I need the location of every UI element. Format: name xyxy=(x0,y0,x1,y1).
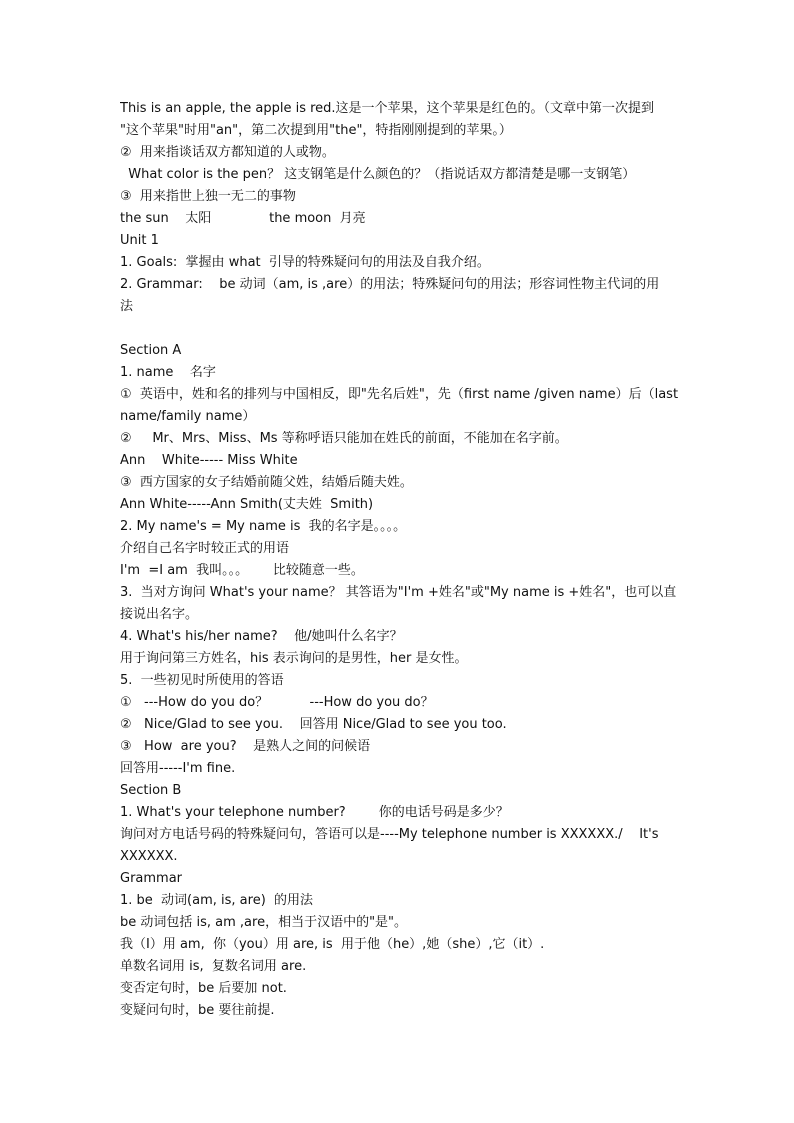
text-line: ① ---How do you do？ ---How do you do？ xyxy=(120,695,434,710)
text-line: 1. Goals: 掌握由 what 引导的特殊疑问句的用法及自我介绍。 xyxy=(120,255,490,270)
text-line: "这个苹果"时用"an"，第二次提到用"the"，特指刚刚提到的苹果。） xyxy=(120,123,512,138)
text-line: 法 xyxy=(120,299,134,314)
text-line: name/family name） xyxy=(120,409,256,424)
text-line: 3. 当对方询问 What's your name？ 其答语为"I'm +姓名"或"My name is +姓名"，也可以直 xyxy=(120,585,677,600)
text-line: Ann White----- Miss White xyxy=(120,453,298,468)
text-line: 5. 一些初见时所使用的答语 xyxy=(120,673,284,688)
text-line: the sun 太阳 the moon 月亮 xyxy=(120,211,366,226)
text-line: Ann White-----Ann Smith(丈夫姓 Smith) xyxy=(120,497,374,512)
text-line: 变疑问句时，be 要往前提. xyxy=(120,1003,275,1018)
text-line: 1. name 名字 xyxy=(120,365,216,380)
text-line: 我（I）用 am, 你（you）用 are, is 用于他（he）,她（she）,它（it）. xyxy=(120,937,545,952)
text-line: 询问对方电话号码的特殊疑问句，答语可以是----My telephone number is XXXXXX./ It's xyxy=(120,827,659,842)
section-heading: Section A xyxy=(120,343,182,358)
text-line: I'm =I am 我叫。。。 比较随意一些。 xyxy=(120,563,364,578)
text-line: 单数名词用 is, 复数名词用 are. xyxy=(120,959,307,974)
section-heading: Section B xyxy=(120,783,182,798)
text-line: 变否定句时，be 后要加 not. xyxy=(120,981,287,996)
text-line: ③ 西方国家的女子结婚前随父姓，结婚后随夫姓。 xyxy=(120,475,413,490)
text-line: ② Mr、Mrs、Miss、Ms 等称呼语只能加在姓氏的前面，不能加在名字前。 xyxy=(120,431,568,446)
text-line: What color is the pen？ 这支钢笔是什么颜色的？（指说话双方都清楚是哪一支钢笔） xyxy=(120,167,636,182)
text-line: ② 用来指谈话双方都知道的人或物。 xyxy=(120,145,335,160)
text-line: 4. What's his/her name? 他/她叫什么名字？ xyxy=(120,629,403,644)
blank-line xyxy=(120,318,685,340)
text-line: XXXXXX. xyxy=(120,849,178,864)
text-line: ③ 用来指世上独一无二的事物 xyxy=(120,189,296,204)
text-line: 2. Grammar: be 动词（am, is ,are）的用法；特殊疑问句的用法；形容词性物主代词的用 xyxy=(120,277,660,292)
grammar-heading: Grammar xyxy=(120,871,183,886)
text-line: be 动词包括 is, am ,are，相当于汉语中的"是"。 xyxy=(120,915,408,930)
text-line: 介绍自己名字时较正式的用语 xyxy=(120,541,290,556)
text-line: 1. What's your telephone number? 你的电话号码是多少？ xyxy=(120,805,509,820)
text-line: 接说出名字。 xyxy=(120,607,199,622)
unit-heading: Unit 1 xyxy=(120,233,159,248)
document-body xyxy=(120,98,685,1022)
text-line: 2. My name's = My name is 我的名字是。。。。 xyxy=(120,519,407,534)
text-line: 1. be 动词(am, is, are) 的用法 xyxy=(120,893,314,908)
text-line: ③ How are you? 是熟人之间的问候语 xyxy=(120,739,371,754)
text-line: 用于询问第三方姓名，his 表示询问的是男性，her 是女性。 xyxy=(120,651,468,666)
text-line: ② Nice/Glad to see you. 回答用 Nice/Glad to see you too. xyxy=(120,717,507,732)
text-line: This is an apple, the apple is red.这是一个苹果，这个苹果是红色的。（文章中第一次提到 xyxy=(120,101,655,116)
text-line: ① 英语中，姓和名的排列与中国相反，即"先名后姓"，先（first name /given name）后（last xyxy=(120,387,679,402)
text-line: 回答用-----I'm fine. xyxy=(120,761,236,776)
